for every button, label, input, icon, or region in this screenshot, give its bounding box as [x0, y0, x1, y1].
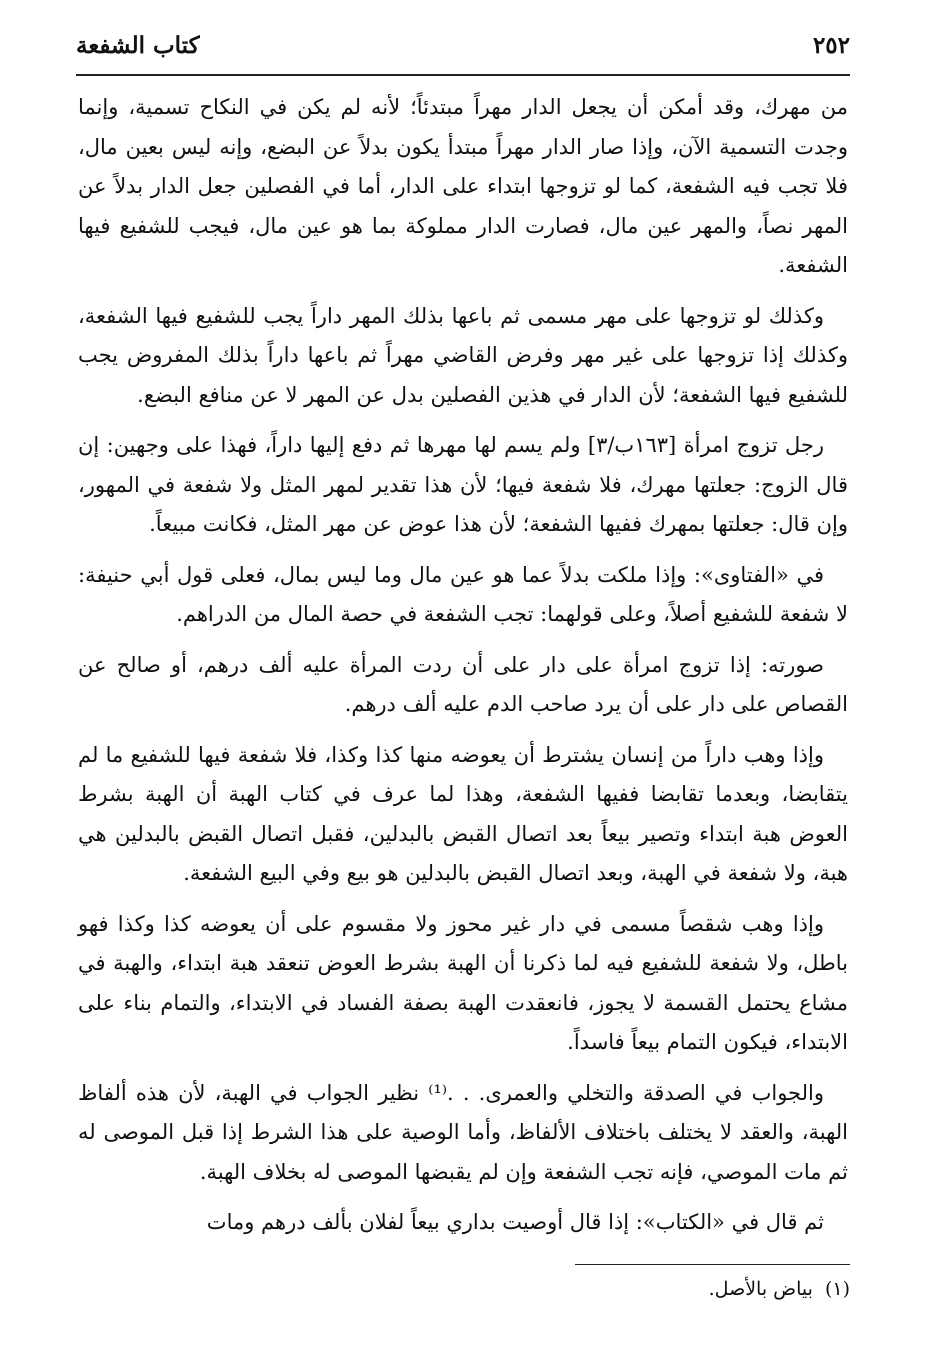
footnote-marker: (١) — [824, 1278, 850, 1300]
footnote-text: بياض بالأصل. — [708, 1278, 813, 1300]
paragraph: في «الفتاوى»: وإذا ملكت بدلاً عما هو عين مال وما ليس بمال، فعلى قول أبي حنيفة: لا شفعة للشفيع أصلاً، وعلى قولهما: تجب الشفعة في حصة المال من الدراهم. — [78, 562, 848, 626]
paragraph: صورته: إذا تزوج امرأة على دار على أن ردت المرأة عليه ألف درهم، أو صالح عن القصاص على دار على أن يرد صاحب الدم عليه ألف درهم. — [78, 652, 848, 716]
paragraph: وكذلك لو تزوجها على مهر مسمى ثم باعها بذلك المهر داراً يجب للشفيع فيها الشفعة، وكذلك إذا تزوجها على غير مهر وفرض القاضي مهراً ثم باعها داراً بذلك المفروض يجب للشفيع فيها الشفعة؛ لأن الدار في هذين الفصلين بدل عن المهر لا عن منافع البضع. — [78, 303, 848, 407]
paragraph: رجل تزوج امرأة [١٦٣ب/٣] ولم يسم لها مهرها ثم دفع إليها داراً، فهذا على وجهين: إن قال الزوج: جعلتها مهرك، فلا شفعة فيها؛ لأن هذا تقدير لمهر المثل ولا شفعة في المهور، وإن قال: جعلتها بمهرك ففيها الشفعة؛ لأن هذا عوض عن مهر المثل، فكانت مبيعاً. — [78, 433, 848, 536]
footnote — [80, 1274, 850, 1304]
paragraph: ثم قال في «الكتاب»: إذا قال أوصيت بداري بيعاً لفلان بألف درهم ومات — [206, 1210, 824, 1234]
header-divider — [76, 74, 850, 76]
footnote-divider — [575, 1264, 850, 1265]
page-header — [76, 30, 850, 74]
running-title: كتاب الشفعة — [76, 32, 200, 59]
page-number: ٢٥٢ — [812, 32, 850, 59]
paragraph: والجواب في الصدقة والتخلي والعمرى. . .⁽¹⁾ نظير الجواب في الهبة، لأن هذه ألفاظ الهبة، والعقد لا يختلف باختلاف الألفاظ، وأما الوصية على هذا الشرط إذا قبل الموصى له ثم مات الموصي، فإنه تجب الشفعة وإن لم يقبضها الموصى له بخلاف الهبة. — [78, 1080, 848, 1184]
main-text — [78, 88, 848, 1254]
paragraph: من مهرك، وقد أمكن أن يجعل الدار مهراً مبتدئاً؛ لأنه لم يكن في النكاح تسمية، وإنما وجدت التسمية الآن، وإذا صار الدار مهراً مبتدأ يكون بدلاً عن البضع، وإنه ليس بعين مال، فلا تجب فيه الشفعة، كما لو تزوجها ابتداء على الدار، أما في الفصلين جعل الدار بدلاً عن المهر نصاً، والمهر عين مال، فصارت الدار مملوكة بما هو عين مال، فيجب للشفيع فيها الشفعة. — [78, 95, 848, 277]
paragraph: وإذا وهب شقصاً مسمى في دار غير محوز ولا مقسوم على أن يعوضه كذا وكذا فهو باطل، ولا شفعة للشفيع فيه لما ذكرنا أن الهبة بشرط العوض تنعقد هبة ابتداء، والهبة في مشاع يحتمل القسمة لا يجوز، فانعقدت الهبة بصفة الفساد في الابتداء، والتمام بناء على الابتداء، فيكون التمام بيعاً فاسداً. — [78, 911, 848, 1054]
paragraph: وإذا وهب داراً من إنسان يشترط أن يعوضه منها كذا وكذا، فلا شفعة فيها للشفيع ما لم يتقابضا، وبعدما تقابضا ففيها الشفعة، وهذا لما عرف في كتاب الهبة أن الهبة بشرط العوض هبة ابتداء وتصير بيعاً بعد اتصال القبض بالبدلين، فقبل اتصال القبض بالبدلين هي هبة، ولا شفعة في الهبة، وبعد اتصال القبض بالبدلين هو بيع وفي البيع الشفعة. — [78, 742, 848, 885]
